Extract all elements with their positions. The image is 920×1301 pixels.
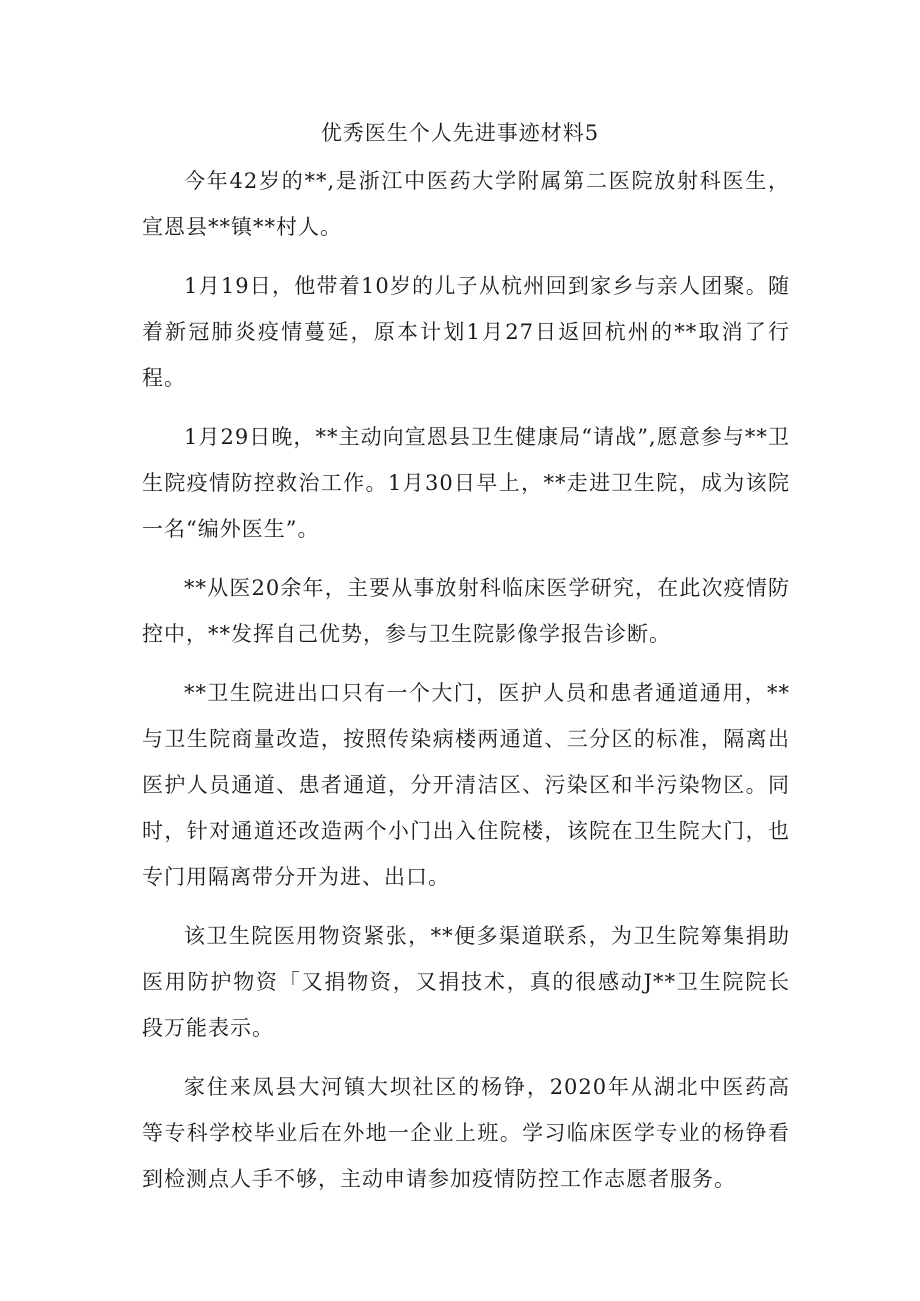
document-title: 优秀医生个人先进事迹材料5 [320, 121, 600, 145]
paragraph-7: 家住来凤县大河镇大坝社区的杨铮，2020年从湖北中医药高等专科学校毕业后在外地一企业上班。学习临床医学专业的杨铮看到检测点人手不够，主动申请参加疫情防控工作志愿者服务。 [142, 1075, 790, 1191]
paragraph-4: **从医20余年，主要从事放射科临床医学研究，在此次疫情防控中，**发挥自己优势，参与卫生院影像学报告诊断。 [142, 576, 790, 646]
paragraph-1: 今年42岁的**,是浙江中医药大学附属第二医院放射科医生，宣恩县**镇**村人。 [142, 169, 790, 239]
paragraph-3: 1月29日晚，**主动向宣恩县卫生健康局“请战”,愿意参与**卫生院疫情防控救治工作。1月30日早上，**走进卫生院，成为该院一名“编外医生”。 [142, 425, 790, 541]
document-body [142, 158, 790, 1215]
paragraph-6: 该卫生院医用物资紧张，**便多渠道联系，为卫生院筹集捐助医用防护物资「又捐物资，又捐技术，真的很感动J**卫生院院长段万能表示。 [142, 924, 790, 1040]
paragraph-2: 1月19日，他带着10岁的儿子从杭州回到家乡与亲人团聚。随着新冠肺炎疫情蔓延，原本计划1月27日返回杭州的**取消了行程。 [142, 274, 790, 390]
paragraph-5: **卫生院进出口只有一个大门，医护人员和患者通道通用，**与卫生院商量改造，按照传染病楼两通道、三分区的标准，隔离出医护人员通道、患者通道，分开清洁区、污染区和半污染物区。同时，针对通道还改造两个小门出入住院楼，该院在卫生院大门，也专门用隔离带分开为进、出口。 [142, 681, 790, 889]
